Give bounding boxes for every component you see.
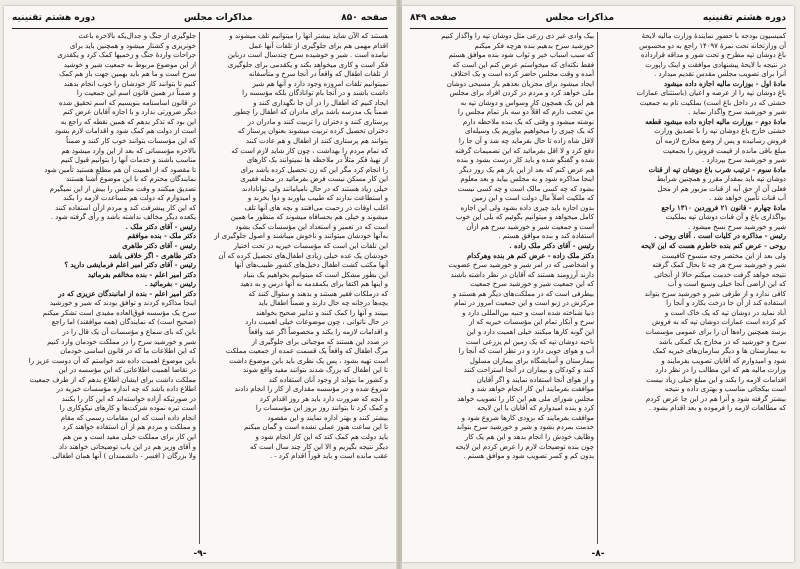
text-line: و کشور ما بتواند از وجود آنان استفاده کند — [268, 375, 388, 384]
text-line: هم این یک همچون کار وسواس و دوشان تپه به — [460, 98, 594, 107]
speaker-line: دکتر امیر اعلم - بنده از امانبندگان عزیزی که در — [58, 289, 196, 298]
text-line: شود و امیدوارم که آقایان تصویب بفرمایند و — [661, 356, 786, 365]
text-line: این کار مسکن نیست فرض بفرمائید در محله فقیری — [240, 175, 388, 184]
text-line: در نتیجه با لایحۀ پیشنهادی موافقت و اینک راپورت — [645, 60, 786, 69]
text-line: آب قنات تأمین خواهد شد . — [709, 194, 786, 203]
speaker-line: مادۀ اول - بوزارت مالیه اجازه داده میشود — [664, 79, 786, 88]
text-line: مبلغ باقی مانده از قیمت فروش را بجمعیت — [662, 146, 786, 155]
text-line: نتیجه خواهد گرفت خدمت میکنم حالا از آنجائی — [654, 270, 786, 279]
journal-title: مذاکرات مجلس — [545, 13, 615, 23]
speaker-line: رئیس - آقای دکتر امیر اعلم فرمایشی دارید ؟ — [64, 261, 196, 270]
text-line: بدون اجازه باید چیزی داده بشود ولی این اجازه — [460, 203, 594, 212]
text-line: تصدیق میکنند و وقت مجلس را بیش از این نمیگیرم — [49, 184, 196, 193]
text-line: کرد و بنده امیدوارم که آقایان با این لایحه — [477, 404, 594, 413]
text-line: نمیتوانیم تلفات امروزه وجود دارد و آنها هم شیر — [252, 79, 388, 88]
speaker-line: دکتر امیر اعلم - بنده مخالفم بفرمائید — [87, 270, 196, 279]
session-title: دوره هشتم تقنینیه — [12, 13, 96, 23]
text-line: ناحیه دوشان تپه که یک زمین لم یزرعی است — [465, 337, 594, 346]
text-line: از تلفات اطفال که واقعاً در آنجا سرخ و متأسفانه — [248, 70, 388, 79]
text-line: بیشتر کنند و بهتر اداره نمایند و این مقصود — [267, 413, 388, 422]
text-line: نمایندگان محترم که با این موضوع آشنا هستند — [66, 175, 196, 184]
session-title: دوره هشتم تقنینیه — [702, 13, 786, 23]
text-line: است که در تعمیر و استعداد این مؤسسات کمک بشود — [235, 222, 388, 231]
text-line: بدون کم و کسر تصویب شود و موافق هستم . — [463, 452, 594, 461]
text-line: تا این اطفال که بزرگ شدند بتوانند مفید واقع شوند — [243, 366, 388, 375]
text-line: در صورتیکه آزاده خواسته‌اند که این کار را بکنند — [61, 394, 196, 403]
text-line: بیک وادی غیر ذی زرعی مثل دوشان تپه را واگذار کنیم — [441, 32, 594, 40]
text-line: کافی ندارد و از طرفی شیر و خورشید سرخ بتواند — [644, 289, 786, 298]
text-line: فعلی آن از حق آبه از قنات مزبور هم از محل — [657, 184, 786, 193]
text-line: (صحیح است) که نمایندگان (همه موافقند) اما راجع — [51, 318, 196, 327]
speaker-line: مادۀ سوم - ترتیب شرب باغ دوشان تپه از قنات — [648, 165, 786, 174]
column-divider — [597, 32, 598, 544]
text-line: فروش رسانیده و پس از وضع مخارج لازمه آن — [655, 137, 786, 146]
text-line: خشتی خارج باغ دوشان تپه را با تصدیق وزارت — [654, 127, 786, 136]
text-line: اینجا مذاکره کردند و توافق بودند که شیر و خورشید — [49, 299, 196, 308]
text-line: سرخ و آنکار تمام این مؤسسات خیریه که از — [468, 318, 594, 327]
text-line: ببینند و آنها را کمک کنند و تدابیر صحیح بخواهند — [255, 308, 388, 317]
text-line: است بیکجائی مناسب و بهتری داده و نتیجه — [664, 385, 786, 394]
speaker-line: رئیس - بفرمائید . — [144, 280, 196, 289]
text-line: دوشان تپه باید بمقدار مقرر و همچنین شرایط — [656, 175, 786, 184]
text-line: شیر و خورشید سرخ بپردازد . — [702, 156, 786, 165]
text-line: این بطور مشکل است که میتوانیم بخواهیم یک بنیاد — [243, 270, 388, 279]
speaker-line: مادۀ چهارم - قانون ۲۱ فروردین ۱۳۱۰ راجع — [661, 203, 786, 212]
text-line: شده و گفتگو شده و باید کار درست بشود و بنده — [456, 156, 594, 165]
page-header — [410, 10, 786, 26]
text-line: از تهیهٔ فکر مثلاً در ملاحظه ها نمیتوانند یک کارهای — [246, 156, 388, 165]
left-page — [4, 6, 396, 562]
text-line: کمیسیون بودجه با حضور نمایندۀ وزارت مالیه لایحۀ — [641, 32, 786, 40]
text-line: تا مقصود که از اهمیت آن هم مطلع هستید تأمین شود — [44, 165, 196, 174]
text-line: وزارت مالیه هم که این مطالب را در نظر دارد — [655, 366, 786, 375]
text-line: اینجا مذاکره شود و به مجلس بیاید و بعد معلوم — [460, 175, 594, 184]
text-line: این کار برای مملکت خیلی مفید است و من هم — [62, 432, 196, 441]
text-line: این تلفات این است که مؤسسات خیریه در تحت اختیار — [233, 242, 388, 251]
text-line: باین موضوع اهمیت داده شد خواستم که آن دوست عزیز را — [28, 356, 196, 365]
text-line: است و جمعیت شیر و خورشید سرخ هم ازآن — [466, 222, 594, 231]
text-line: اطلاع داده باشد که چه اندازه مؤسسات خیریه در — [56, 385, 196, 394]
text-line: و استطاعت ندارند که طبیب بیاورند و دوا بخرند و — [247, 194, 388, 203]
text-line: هم عرض کنم که بعد از این باز هم یک روز دیگر — [459, 165, 594, 174]
text-line: در حال ناتوانی ، چون موضوعات خیلی اهمیت دارد — [245, 318, 388, 327]
speaker-line: رئیس - آقای دکتر ملک . — [125, 222, 196, 231]
text-line: و آنچه که ضرورت دارد باید هر روز اقدام کرد — [259, 394, 388, 403]
text-line: که این اطلاعات ما که در قانون اساسی خودمان — [60, 347, 196, 356]
speaker-line: دکتر طاهری - اگر خلافی باشد — [108, 251, 196, 260]
text-line: را انجام کرد مگر این که زن تحصیل کرده باشد برای — [240, 165, 388, 174]
speaker-line: مادۀ دوم - بوزارت مالیه اجازه داده میشود قطعه — [645, 117, 786, 126]
text-line: دنیا شناخته شده است و جنبه بین‌المللی دارد و — [462, 308, 594, 317]
text-line: خونریزی و کشتار میشود و همچنین باید برای — [69, 41, 196, 50]
text-line: آنرا برای تصویب مجلس مقدس تقدیم میدارد . — [654, 70, 786, 79]
page-number-label: صفحه ۸۵۰ — [341, 13, 388, 23]
text-line: مملکت داشت برای ایشان اطلاع بدهم که از طرف جمعیت — [29, 375, 196, 384]
text-line: که درملکات فقیر هستند و بدهند و سئوال کنند که — [248, 289, 388, 298]
text-line: شیر و خورشید سرخ نسخ میشود . — [687, 222, 786, 231]
text-line: سرخ و خورشید که در مخارج یک کمکی باشد — [658, 337, 786, 346]
text-line: باید دولت هم کمک کند که این کار انجام شود و — [255, 432, 388, 441]
text-line: ایجاد میشود برای مجریان بعدهم باز مسیحی دوشان — [446, 79, 594, 88]
text-line: مرگ اطفال که واقعاً یک قسمت عمده از جمعیت مملکت — [225, 347, 388, 356]
text-line: وظایف خودش را انجام بدهد و این هم یک کار — [464, 432, 594, 441]
text-line: به بیمارستان ها و دیگر سازمان‌های خیریه کمک — [652, 347, 786, 356]
text-line: دختران تحصیل کرده تربیت میشوند بعنوان پرستار که — [237, 127, 388, 136]
text-line: که این اراضی آنجا خیلی وسیع است و آب — [667, 280, 786, 289]
speaker-line: روحی - عرض کنم بنده خاطرم هست که این لایحه — [640, 242, 786, 251]
text-column-left — [12, 32, 196, 544]
text-line: ولی بعد از این مختصر وجه منسوخ کافیست — [661, 251, 786, 260]
text-line: مناسب باشند و خدمات آنها را بتوانیم قبول کنیم — [60, 156, 196, 165]
journal-title: مذاکرات مجلس — [183, 13, 253, 23]
page-header — [12, 10, 388, 26]
text-line: که سبب اسباب خیر و ثواب شود بنده موافق هستم — [448, 51, 594, 60]
text-line: که این مؤسسات بتوانند خوب کار کنند و ضمناً — [66, 137, 196, 146]
speaker-line: رئیس - آقای دکتر ملک زاده . — [509, 242, 594, 251]
speaker-line: دکتر ملک زاده - عرض کنم هر بنده وهرکدام — [466, 251, 594, 260]
text-line: به‌آنها خودشان میتوانند و ناخوش میباشند و اصول جلوگیری از — [214, 232, 388, 241]
text-line: موافقت بفرمایند که بزودی کارها شروع شود و — [461, 413, 594, 422]
text-line: در صدد این هستند که موجباتی برای جلوگیری از — [251, 337, 388, 346]
text-line: باغ دوشان تپه را از عرصه و اعیان (باستثنای عمارات — [636, 89, 786, 98]
speaker-line: دکتر ملک - بنده موافقم — [127, 232, 196, 241]
text-line: مجلس شورای ملی هم این کار را تصویب خواهد — [457, 394, 594, 403]
text-line: شیر و خورشید سرخ هر چه تا بحال کمک گرفته — [652, 261, 786, 270]
text-line: باین که بای سماع و مؤسسات آن یک قال را در — [62, 327, 196, 336]
text-line: که تمام مردم را بهداشت ، چون کار شاید لازم است که — [231, 146, 388, 155]
text-line: در تقاضا اهمیت اطلاعاتی که این مؤسسه در این — [58, 366, 196, 375]
text-line: و از هوای آنجا استفاده نمایند و اگر آقایان — [476, 375, 594, 384]
text-line: کنند و کودکان و بیماران در آنجا استراحت کنند — [463, 366, 594, 375]
text-line: شروع شده و در مؤسسه مقداری از کار را انجام دادند — [234, 385, 388, 394]
text-line: سرخ است و ما هم باید بهمین جهت باز هم کمک — [59, 70, 196, 79]
text-line: ملی خواهد کرد و مردم در کردن افراد برای مجلس — [449, 89, 594, 98]
text-line: است از دولت هم کمک شود و اقدامات لازم بشود — [54, 127, 196, 136]
text-line: میشوند و خیلی هم بحسافاه میشوند که منظور ما همین — [230, 213, 388, 222]
text-line: عقب مانده است و باید فوراً اقدام کرد - . — [269, 452, 388, 461]
text-line: بیمارستان و آسایشگاه برای بیماران مسلول — [469, 356, 594, 365]
text-line: بتوانند هم پرستاری کنند از اطفال و هم عادت کنند — [245, 137, 388, 146]
text-line: شیر و خورشید سرخ را در مملکت خودمان وارد کنیم — [47, 337, 196, 346]
text-line: خشتی که در داخل باغ است) بملکیت تام به جمعیت — [639, 98, 786, 107]
text-line: چون بنده توضیحات لازم را عرض کردم این لایحه — [455, 442, 594, 451]
text-line: که این کار پیشرفت کند و مردم ازآن استفاده کنند — [55, 203, 196, 212]
text-line: ضمناً یک مدرسه باشد برای مادران که اطفال را چطور — [233, 108, 388, 117]
text-line: از این موضوع مربوط به جمعیت شیر و خوشید — [63, 60, 196, 69]
text-line: اغلب اوقات در زحمت می‌افتند و بچه های آنها تلف — [244, 203, 388, 212]
text-line: شیر و خورشید سرخ واگذار نماید . — [688, 108, 786, 117]
text-line: جلوگیری از جنگ و جدال‌یکه بالاخره باعث — [78, 32, 196, 40]
text-column-right — [204, 32, 388, 544]
text-line: است تیره نموده شرکت‌ها و کارهای نیکوکاری را — [59, 404, 196, 413]
text-line: تا این ساعت هنوز عملی نشده است و گمان میکنم — [243, 423, 388, 432]
text-line: و اینها هم اکتفا برای یکمقدمه به آنها درس و به دهید — [240, 280, 388, 289]
text-line: که مطالعات لازمه را فرموده و بعد اقدام بشود . — [648, 404, 786, 413]
text-line: و کمک کرد تا بتوانند روز بروز این مؤسسات را — [255, 404, 388, 413]
text-line: موافقت بفرمایند این کار انجام خواهد شد و — [471, 385, 594, 394]
text-line: استفاده کند و بنده موافق هستم . — [498, 232, 594, 241]
right-page — [402, 6, 794, 562]
text-line: و اشخاصی که در امر شیر و خورشید سرخ عضویت — [448, 261, 594, 270]
text-line: باغ دوشان تپه مطرح و تحت شور و مداقه قرارداده — [640, 51, 786, 60]
text-line: جراحات واردۀ جنگ و زخمیها کمک کرد و یکقدری — [57, 51, 196, 60]
page-footer-number: -۹- — [193, 549, 207, 559]
text-line: اقدام مهمی هم برای جلوگیری از تلفات آنها عمل — [249, 41, 388, 50]
text-line: دیگر نتیجه بگیریم و الا این کار چند سال است که — [249, 442, 388, 451]
page-number-label: صفحه ۸۴۹ — [410, 13, 457, 23]
text-line: دارند آرزومند هستند که آقایان در نظر داشته باشند — [450, 270, 594, 279]
text-line: فقط نکته‌ای که میخواستم عرض کنم این است که — [452, 60, 594, 69]
column-divider — [199, 32, 200, 544]
speaker-line: رئیس - آقای دکتر طاهری — [122, 242, 196, 251]
text-line: در قانون اساسنامه بنویسیم که اسم تحقیق شده — [59, 98, 196, 107]
text-line: یکعده دیگر مخالف نداشته باشد و رأی گرفته شود . — [50, 213, 196, 222]
text-line: که ملکیت اصلاً مال دولت است و این زمین — [471, 194, 594, 203]
text-line: لاقل شاه زاده تا حال بفرماید چه شد و آن جا را — [458, 137, 594, 146]
page-footer-number: -۸- — [591, 549, 605, 559]
text-line: نیامده است . شیر و خوشیده سرخ چندسال است درباین — [227, 51, 388, 60]
text-line: آنها مکتب کشت اطفال دخیل‌های کشور طبیب‌های آنها — [234, 261, 388, 270]
text-column-left — [410, 32, 594, 544]
text-line: که یک چیزی را میخواهیم بیاوریم یک وسیله‌ای — [465, 127, 594, 136]
text-line: پرستاری کنند و دختران را تربیت کنند و مادران در — [247, 117, 388, 126]
text-line: خدمت بمردم بشود و شیر و خورشید سرخ بتواند — [456, 423, 594, 432]
text-line: آباد نماید در دوشان تپه که یک خاک است و — [664, 308, 786, 317]
text-line: بالاخره مؤسساتی که بعد از این وارد میشود هم — [61, 146, 196, 155]
text-line: و مملکت و مردم هم از آن استفاده خواهند کرد — [62, 423, 196, 432]
text-line: خیلی زیاد هستند که در حال نامیامانند ولی توانادادند — [241, 184, 388, 193]
text-line: من تعجب دارم که اقلاً دو سه بار تمام مجلس را — [457, 108, 594, 117]
header-rule — [410, 28, 786, 29]
text-line: این گونه کارها میکنند خیلی اهمیت دارد و این — [466, 327, 594, 336]
text-line: آمده و وقت مجلس حاضر کرده است و یک اختلاف — [450, 70, 594, 79]
text-line: بیطرفی است که در مملکت‌های دیگر هم هستند و — [452, 289, 594, 298]
text-line: نوشته میشود و وقتی که یک بنده ملاحظه دارم — [462, 117, 594, 126]
text-line: استفاده کند از آن جا درخت بکارد و آنجا را — [666, 299, 786, 308]
text-line: خورشید سرخ بدهیم بنده هرچه فکر میکنم — [474, 41, 594, 50]
text-line: و اقدامات لازمه را بکند و مخصوصاً اگر عید واقعاً — [248, 327, 388, 336]
text-line: که این جمعیت شیر و خورشید سرخ جمعیت — [470, 280, 594, 289]
text-line: سرخ یک مؤسسه فوق‌العاده مفیدی است تشکر میکنم — [42, 308, 196, 317]
text-line: کنیم تا بتوانند کار خودشان را خوب انجام بدهند — [63, 79, 196, 88]
text-line: اقدامات لازمه را بکند و این مبلغ خیلی زیاد نیست — [646, 375, 786, 384]
text-line: آب و هوای خوبی دارد و در نظر است که آنجا را — [458, 347, 594, 356]
text-line: است تهیه بشود ، پس یک نظری باید باین موضوع داشت — [229, 356, 388, 365]
text-line: ولا بزرگان ( افسر - دانشمندان ) آنها همان اطفالی — [52, 452, 196, 461]
text-line: کامل میخواهد و میتوانیم بگوئیم که بلی این خوب — [455, 213, 594, 222]
text-line: بچه‌ها درخانه چه حال دارند و ضمناً اطفال باید — [258, 299, 388, 308]
text-line: ایجاد کنیم که اطفال را در آن جا نگهداری کنند و — [253, 98, 388, 107]
text-line: مرکزش در ژنو است و این جمعیت امروز در تمام — [454, 299, 594, 308]
text-line: انجام داده است که این مقامات رسمی که مقام — [60, 413, 196, 422]
text-line: بواگذاری باغ و آن قنات دوشان تپه بملکیت — [665, 213, 786, 222]
text-line: و آقای وزیر هم در این باب توضیحاتی خواهند داد — [58, 442, 196, 451]
text-line: برسد همچنین راه‌ها آن را برای عمومی مؤسسات — [645, 327, 786, 336]
text-line: خودشان یک عده خیلی زیادی اطفال‌های تحصیل کرده که آن — [218, 251, 388, 260]
text-line: بشود که چه کسی مالک است و چه کسی نیست — [457, 184, 594, 193]
text-line: دفع کرد و لا اقل بفرمائید که این تصمیمات گرفته — [455, 146, 594, 155]
text-line: بیشتر گرفته شود و آنرا هم در این جا عرض کردم — [645, 394, 786, 403]
text-line: این بود که تذکر بدهم که همین نقطه که راجع به — [60, 117, 196, 126]
text-line: و امیدوارم که دولت هم مساعدت لازمه را بکند — [63, 194, 196, 203]
text-line: داشت باشند و در آنجا بام توانادگان بلکه مؤسسه را — [242, 89, 388, 98]
text-line: دیگر ضرورتی ندارد و با اجازه آقایان عرض کنم — [62, 108, 196, 117]
speaker-line: رئیس - مذاکره در کلیات است . آقای روحی . — [654, 232, 786, 241]
text-line: فکر است و کاری میخواهد بکند و یکقدمی برای جلوگیری — [227, 60, 388, 69]
text-line: هستند که الآن شاید بیشتر آنها را میتوانیم تلف میشوند و — [229, 32, 388, 40]
header-rule — [12, 28, 388, 29]
text-line: آن وزارتخانه تحت نمرۀ ۱۴۰۹۷ راجع به دو محسوس — [639, 41, 786, 50]
text-line: کم کرده است عمارات دوشان تپه که به فروش — [652, 318, 786, 327]
text-column-right — [602, 32, 786, 544]
text-line: و ضمناً در همین قانون اسم این جمعیت را — [76, 89, 196, 98]
